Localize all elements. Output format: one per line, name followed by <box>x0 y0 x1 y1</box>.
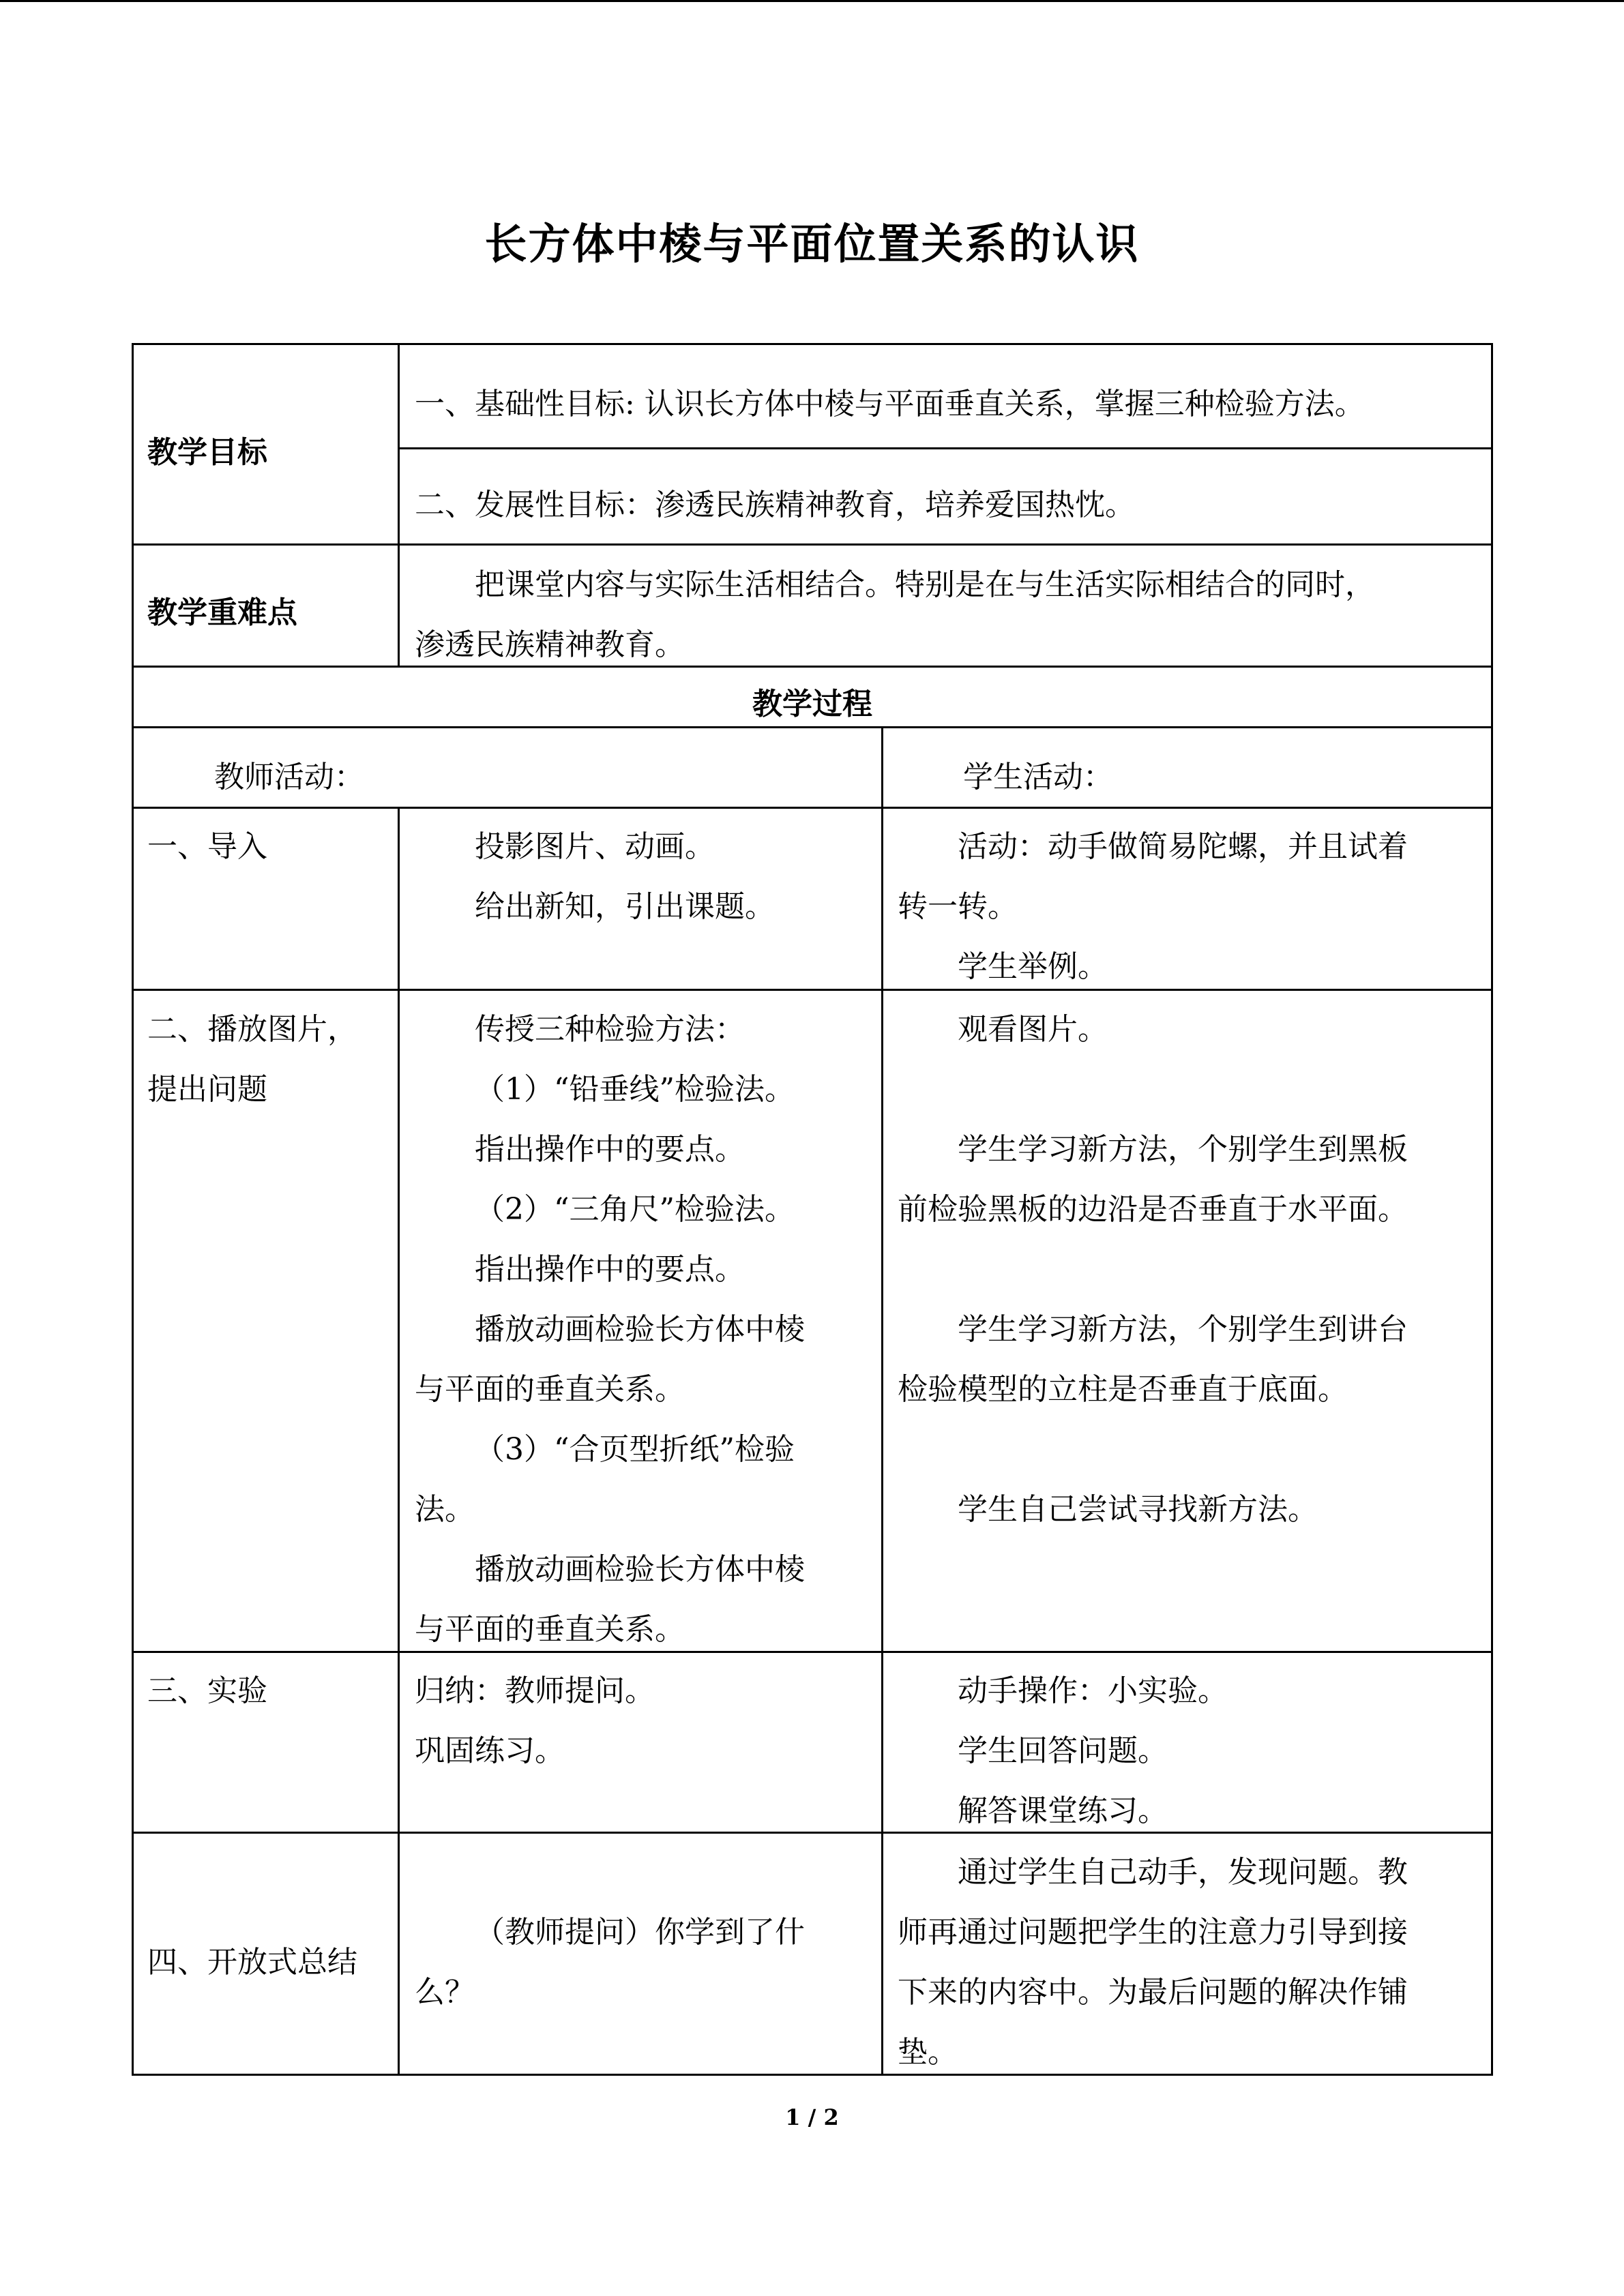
objective-basic: 一、基础性目标: 认识长方体中棱与平面垂直关系，掌握三种检验方法。 <box>415 387 1365 421</box>
table-col-divider <box>398 807 400 2076</box>
stage-experiment: 三、实验 <box>147 1673 267 1708</box>
teacher-show-pictures: 传授三种检验方法： （1）“铅垂线”检验法。 指出操作中的要点。 （2）“三角尺”检验法。 指出操作中的要点。 播放动画检验长方体中棱 与平面的垂直关系。 （3）“合页型折纸”检验 法。 播放动画检验长方体中棱 与平面的垂直关系。 <box>415 1012 805 1647</box>
table-rule <box>132 1651 1493 1653</box>
key-points-text: 把课堂内容与实际生活相结合。特别是在与生活实际相结合的同时， 渗透民族精神教育。 <box>415 567 1375 662</box>
table-col-divider <box>398 343 400 666</box>
teacher-activity-header: 教师活动： <box>214 760 364 794</box>
top-border <box>0 0 1624 2</box>
table-rule <box>132 1832 1493 1834</box>
page-number: 1 / 2 <box>785 2104 839 2130</box>
teacher-summary: （教师提问）你学到了什 么？ <box>415 1915 805 2010</box>
table-rule <box>132 543 1493 546</box>
objective-developmental: 二、发展性目标：渗透民族精神教育，培养爱国热忱。 <box>415 488 1135 522</box>
student-activity-header: 学生活动： <box>963 760 1113 794</box>
teacher-intro: 投影图片、动画。 给出新知，引出课题。 <box>475 829 775 924</box>
table-border-top <box>132 343 1493 345</box>
process-header: 教学过程 <box>752 687 872 721</box>
table-border-right <box>1491 343 1493 2076</box>
student-summary: 通过学生自己动手，发现问题。教 师再通过问题把学生的注意力引导到接 下来的内容中。为最后问题的解决作铺 垫。 <box>898 1855 1408 2070</box>
table-col-divider <box>881 726 883 2076</box>
stage-intro: 一、导入 <box>147 829 267 864</box>
teacher-experiment: 归纳：教师提问。 巩固练习。 <box>415 1673 655 1768</box>
stage-show-pictures: 二、播放图片， 提出问题 <box>147 1012 357 1107</box>
table-rule <box>398 447 1493 449</box>
table-border-left <box>132 343 134 2076</box>
page-title: 长方体中棱与平面位置关系的认识 <box>484 219 1140 269</box>
stage-summary: 四、开放式总结 <box>147 1945 357 1980</box>
student-show-pictures: 观看图片。 学生学习新方法，个别学生到黑板 前检验黑板的边沿是否垂直于水平面。 学生学习新方法，个别学生到讲台 检验模型的立柱是否垂直于底面。 学生自己尝试寻找新方法。 <box>898 1012 1408 1527</box>
student-experiment: 动手操作：小实验。 学生回答问题。 解答课堂练习。 <box>958 1673 1228 1828</box>
objectives-label: 教学目标 <box>147 435 267 470</box>
key-points-label: 教学重难点 <box>147 595 297 630</box>
student-intro: 活动：动手做简易陀螺，并且试着 转一转。 学生举例。 <box>898 829 1408 984</box>
